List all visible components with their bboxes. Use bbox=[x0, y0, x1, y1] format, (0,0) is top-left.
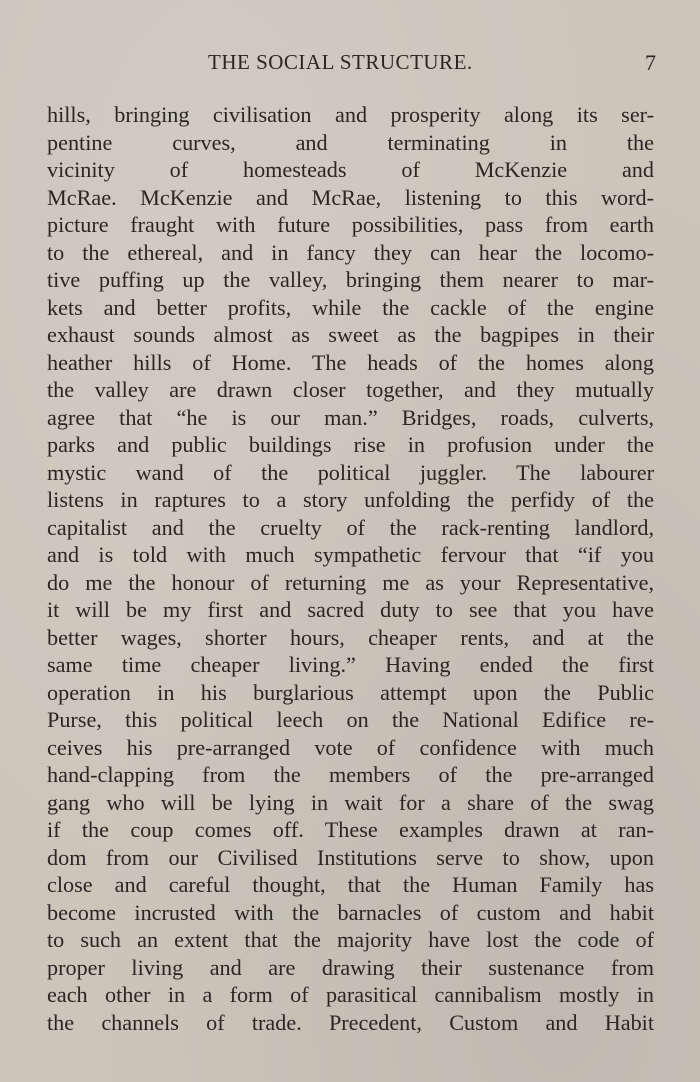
body-paragraph bbox=[47, 101, 654, 1036]
text-line: become incrusted with the barnacles of custom and habit bbox=[47, 899, 654, 925]
page-header bbox=[48, 50, 656, 78]
text-line: listens in raptures to a story unfolding the perfidy of the bbox=[47, 487, 654, 512]
text-line: capitalist and the cruelty of the rack-renting landlord, bbox=[47, 514, 654, 540]
text-line: kets and better profits, while the cackle of the engine bbox=[47, 294, 654, 320]
text-line: gang who will be lying in wait for a share of the swag bbox=[47, 789, 654, 815]
text-line: do me the honour of returning me as your Representative, bbox=[47, 569, 654, 595]
text-line: dom from our Civilised Institutions serve to show, upon bbox=[47, 844, 654, 870]
text-line: operation in his burglarious attempt upon the Public bbox=[47, 679, 654, 705]
text-line: agree that “he is our man.” Bridges, roads, culverts, bbox=[47, 404, 654, 430]
running-head: THE SOCIAL STRUCTURE. bbox=[208, 50, 473, 74]
text-line: to such an extent that the majority have lost the code of bbox=[47, 927, 654, 952]
text-line: to the ethereal, and in fancy they can hear the locomo- bbox=[47, 239, 654, 265]
text-line: if the coup comes off. These examples drawn at ran- bbox=[47, 817, 654, 842]
text-line: the valley are drawn closer together, and they mutually bbox=[47, 377, 654, 402]
text-line: each other in a form of parasitical cannibalism mostly in bbox=[47, 982, 654, 1007]
text-line: mystic wand of the political juggler. The labourer bbox=[47, 459, 654, 485]
text-line: parks and public buildings rise in profusion under the bbox=[47, 432, 654, 457]
text-line: and is told with much sympathetic fervour that “if you bbox=[47, 542, 654, 567]
text-line: exhaust sounds almost as sweet as the bagpipes in their bbox=[47, 322, 654, 347]
text-line: McRae. McKenzie and McRae, listening to this word- bbox=[47, 184, 654, 210]
text-line: it will be my first and sacred duty to see that you have bbox=[47, 597, 654, 622]
text-line: Purse, this political leech on the National Edifice re- bbox=[47, 707, 654, 732]
text-line: hand-clapping from the members of the pre-arranged bbox=[47, 762, 654, 787]
text-line: ceives his pre-arranged vote of confidence with much bbox=[47, 734, 654, 760]
text-line: same time cheaper living.” Having ended the first bbox=[47, 652, 654, 677]
page-number: 7 bbox=[645, 50, 656, 75]
text-line: hills, bringing civilisation and prosperity along its ser- bbox=[47, 102, 654, 127]
text-line: vicinity of homesteads of McKenzie and bbox=[47, 157, 654, 182]
text-line: proper living and are drawing their sustenance from bbox=[47, 954, 654, 980]
text-line: close and careful thought, that the Human Family has bbox=[47, 872, 654, 897]
text-line: heather hills of Home. The heads of the homes along bbox=[47, 349, 654, 375]
text-line: picture fraught with future possibilities, pass from earth bbox=[47, 212, 654, 237]
text-line: better wages, shorter hours, cheaper rents, and at the bbox=[47, 624, 654, 650]
text-line: tive puffing up the valley, bringing them nearer to mar- bbox=[47, 267, 654, 292]
text-line: pentine curves, and terminating in the bbox=[47, 129, 654, 155]
text-line: the channels of trade. Precedent, Custom and Habit bbox=[47, 1009, 654, 1035]
